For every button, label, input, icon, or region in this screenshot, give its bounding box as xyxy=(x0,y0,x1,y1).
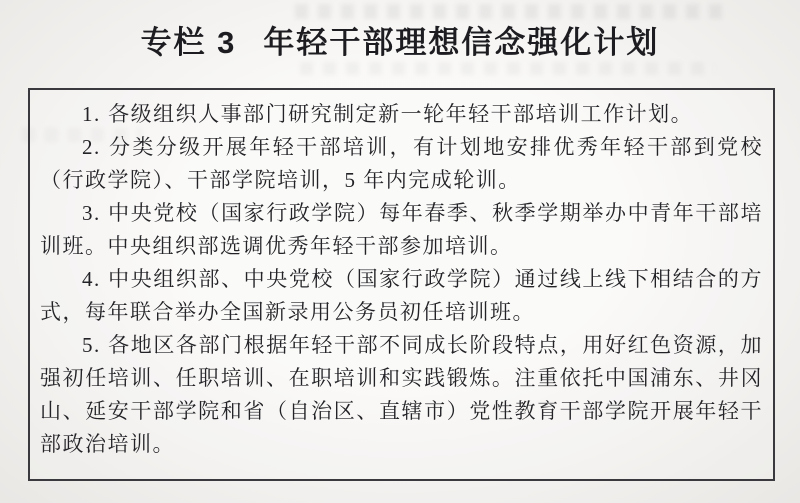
list-item xyxy=(40,98,763,131)
title-column-label: 专栏 3 xyxy=(140,25,237,60)
plan-items-box xyxy=(28,88,775,481)
bleedthrough-smudge xyxy=(295,4,725,19)
list-item xyxy=(40,131,763,197)
list-item xyxy=(40,197,763,263)
item-number: 3. xyxy=(82,201,101,225)
list-item xyxy=(40,329,763,461)
item-number: 5. xyxy=(82,333,101,357)
bleedthrough-smudge xyxy=(300,62,715,75)
item-number: 4. xyxy=(82,267,101,291)
item-text: 各地区各部门根据年轻干部不同成长阶段特点，用好红色资源，加强初任培训、任职培训、在职培训和实践锻炼。注重依托中国浦东、井冈山、延安干部学院和省（自治区、直辖市）党性教育干部学院开展年轻干部政治培训。 xyxy=(40,333,763,456)
item-text: 中央党校（国家行政学院）每年春季、秋季学期举办中青年干部培训班。中央组织部选调优秀年轻干部参加培训。 xyxy=(40,201,763,258)
list-item xyxy=(40,263,763,329)
item-number: 2. xyxy=(82,135,101,159)
item-text: 中央组织部、中央党校（国家行政学院）通过线上线下相结合的方式，每年联合举办全国新录用公务员初任培训班。 xyxy=(40,267,763,324)
item-text: 分类分级开展年轻干部培训，有计划地安排优秀年轻干部到党校（行政学院）、干部学院培训，5 年内完成轮训。 xyxy=(40,135,763,192)
item-text: 各级组织人事部门研究制定新一轮年轻干部培训工作计划。 xyxy=(108,102,694,126)
item-number: 1. xyxy=(82,102,101,126)
page-title xyxy=(0,25,800,61)
title-text: 年轻干部理想信念强化计划 xyxy=(263,25,660,60)
